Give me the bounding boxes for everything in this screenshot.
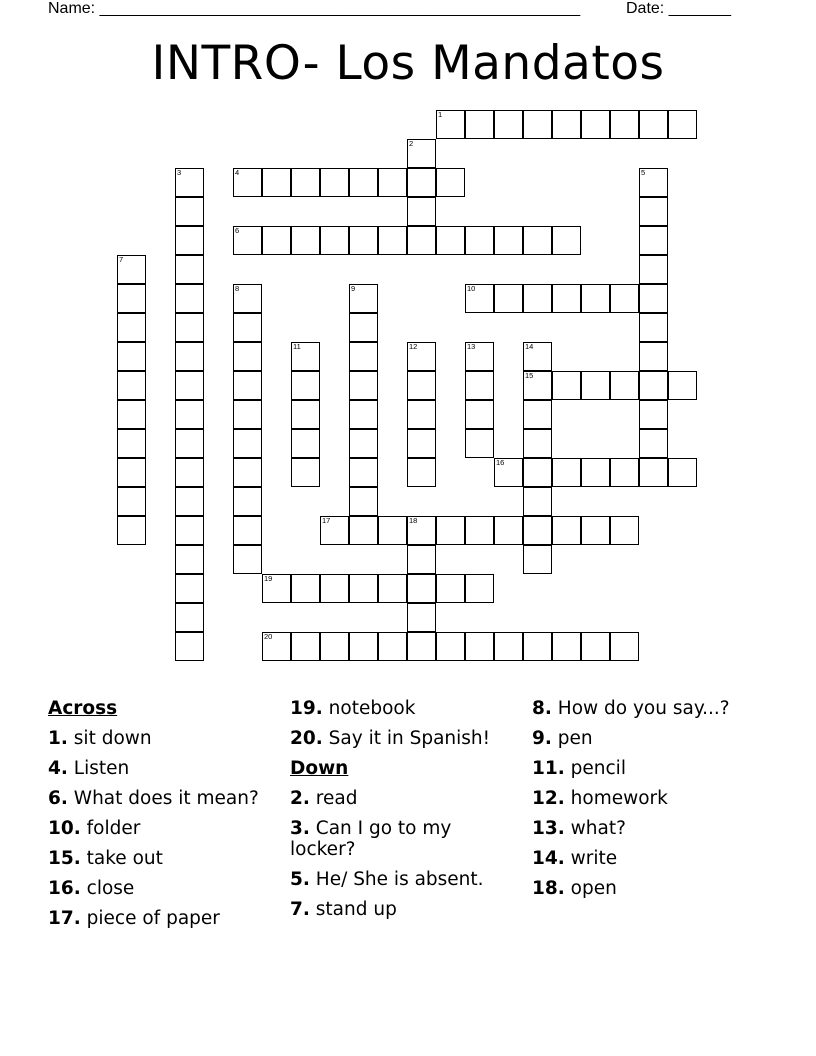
down-clue bbox=[290, 788, 512, 809]
clue-number: 8 bbox=[235, 284, 240, 293]
clue-label-number: 15. bbox=[48, 848, 81, 869]
grid-cell[interactable] bbox=[291, 429, 320, 458]
grid-cell[interactable] bbox=[117, 458, 146, 487]
grid-cell[interactable] bbox=[465, 429, 494, 458]
clue-text: How do you say...? bbox=[551, 698, 730, 719]
across-heading: Across bbox=[48, 698, 118, 719]
clue-number: 14 bbox=[525, 342, 534, 351]
clue-text: close bbox=[80, 878, 135, 899]
clue-text: What does it mean? bbox=[67, 788, 259, 809]
grid-cell[interactable] bbox=[407, 545, 436, 574]
clue-label-number: 2. bbox=[290, 788, 310, 809]
clue-number: 3 bbox=[177, 168, 182, 177]
grid-cell[interactable] bbox=[494, 458, 523, 487]
across-clue bbox=[48, 788, 270, 809]
grid-cell[interactable] bbox=[552, 110, 581, 139]
grid-cell[interactable] bbox=[175, 168, 204, 197]
grid-cell[interactable] bbox=[291, 226, 320, 255]
grid-cell[interactable] bbox=[349, 487, 378, 516]
clue-number: 9 bbox=[351, 284, 356, 293]
grid-cell[interactable] bbox=[117, 255, 146, 284]
clue-label-number: 1. bbox=[48, 728, 68, 749]
across-clue bbox=[48, 848, 270, 869]
grid-cell[interactable] bbox=[349, 458, 378, 487]
grid-cell[interactable] bbox=[175, 313, 204, 342]
grid-cell[interactable] bbox=[291, 458, 320, 487]
grid-cell[interactable] bbox=[233, 458, 262, 487]
name-field-label: Name: ______________________________________________________ bbox=[48, 0, 581, 17]
clue-text: open bbox=[564, 878, 617, 899]
grid-cell[interactable] bbox=[407, 429, 436, 458]
clue-number: 19 bbox=[264, 574, 273, 583]
grid-cell[interactable] bbox=[262, 226, 291, 255]
grid-cell[interactable] bbox=[523, 458, 552, 487]
down-heading: Down bbox=[290, 758, 349, 779]
grid-cell[interactable] bbox=[552, 458, 581, 487]
grid-cell[interactable] bbox=[552, 516, 581, 545]
grid-cell[interactable] bbox=[349, 574, 378, 603]
grid-cell[interactable] bbox=[233, 487, 262, 516]
down-clue bbox=[532, 848, 772, 869]
grid-cell[interactable] bbox=[465, 342, 494, 371]
grid-cell[interactable] bbox=[465, 284, 494, 313]
clue-label-number: 8. bbox=[532, 698, 552, 719]
across-clue bbox=[48, 908, 270, 929]
clue-text: read bbox=[309, 788, 358, 809]
grid-cell[interactable] bbox=[494, 110, 523, 139]
grid-cell[interactable] bbox=[407, 168, 436, 197]
grid-cell[interactable] bbox=[262, 574, 291, 603]
grid-cell[interactable] bbox=[233, 429, 262, 458]
grid-cell[interactable] bbox=[436, 168, 465, 197]
grid-cell[interactable] bbox=[175, 226, 204, 255]
grid-cell[interactable] bbox=[349, 516, 378, 545]
down-clue bbox=[532, 788, 772, 809]
clue-text: sit down bbox=[67, 728, 152, 749]
clue-label-number: 6. bbox=[48, 788, 68, 809]
clue-column-1 bbox=[48, 698, 270, 929]
grid-cell[interactable] bbox=[639, 458, 668, 487]
grid-cell[interactable] bbox=[407, 632, 436, 661]
grid-cell[interactable] bbox=[175, 400, 204, 429]
clue-text: piece of paper bbox=[80, 908, 220, 929]
grid-cell[interactable] bbox=[117, 342, 146, 371]
grid-cell[interactable] bbox=[378, 226, 407, 255]
down-clue bbox=[290, 818, 512, 860]
grid-cell[interactable] bbox=[581, 516, 610, 545]
clue-number: 4 bbox=[235, 168, 240, 177]
grid-cell[interactable] bbox=[639, 342, 668, 371]
grid-cell[interactable] bbox=[349, 313, 378, 342]
clue-label-number: 16. bbox=[48, 878, 81, 899]
grid-cell[interactable] bbox=[436, 110, 465, 139]
grid-cell[interactable] bbox=[523, 400, 552, 429]
grid-cell[interactable] bbox=[552, 284, 581, 313]
clue-text: Say it in Spanish! bbox=[322, 728, 491, 749]
grid-cell[interactable] bbox=[175, 255, 204, 284]
grid-cell[interactable] bbox=[407, 516, 436, 545]
grid-cell[interactable] bbox=[523, 429, 552, 458]
clue-column-3 bbox=[532, 698, 772, 899]
grid-cell[interactable] bbox=[639, 168, 668, 197]
across-clue bbox=[48, 758, 270, 779]
grid-cell[interactable] bbox=[175, 574, 204, 603]
clue-text: write bbox=[564, 848, 618, 869]
clue-number: 13 bbox=[467, 342, 476, 351]
grid-cell[interactable] bbox=[465, 371, 494, 400]
across-clue bbox=[290, 728, 512, 749]
down-clue bbox=[532, 698, 772, 719]
clue-text: Can I go to my locker? bbox=[290, 818, 452, 860]
across-clue bbox=[48, 878, 270, 899]
grid-cell[interactable] bbox=[639, 255, 668, 284]
grid-cell[interactable] bbox=[465, 226, 494, 255]
grid-cell[interactable] bbox=[581, 632, 610, 661]
grid-cell[interactable] bbox=[291, 632, 320, 661]
grid-cell[interactable] bbox=[262, 632, 291, 661]
grid-cell[interactable] bbox=[610, 371, 639, 400]
clue-label-number: 19. bbox=[290, 698, 323, 719]
grid-cell[interactable] bbox=[175, 197, 204, 226]
clue-text: stand up bbox=[309, 899, 397, 920]
grid-cell[interactable] bbox=[291, 574, 320, 603]
grid-cell[interactable] bbox=[494, 516, 523, 545]
grid-cell[interactable] bbox=[175, 284, 204, 313]
grid-cell[interactable] bbox=[668, 458, 697, 487]
grid-cell[interactable] bbox=[378, 632, 407, 661]
clue-number: 7 bbox=[119, 255, 124, 264]
down-clue bbox=[290, 869, 512, 890]
grid-cell[interactable] bbox=[349, 400, 378, 429]
clue-label-number: 13. bbox=[532, 818, 565, 839]
clue-label-number: 20. bbox=[290, 728, 323, 749]
clue-text: pencil bbox=[564, 758, 626, 779]
clue-text: homework bbox=[564, 788, 668, 809]
clue-label-number: 4. bbox=[48, 758, 68, 779]
clue-label-number: 17. bbox=[48, 908, 81, 929]
grid-cell[interactable] bbox=[349, 371, 378, 400]
grid-cell[interactable] bbox=[349, 632, 378, 661]
grid-cell[interactable] bbox=[639, 110, 668, 139]
grid-cell[interactable] bbox=[117, 313, 146, 342]
grid-cell[interactable] bbox=[523, 487, 552, 516]
down-clue bbox=[532, 728, 772, 749]
grid-cell[interactable] bbox=[320, 574, 349, 603]
grid-cell[interactable] bbox=[552, 226, 581, 255]
clue-label-number: 14. bbox=[532, 848, 565, 869]
grid-cell[interactable] bbox=[581, 371, 610, 400]
grid-cell[interactable] bbox=[523, 545, 552, 574]
grid-cell[interactable] bbox=[175, 342, 204, 371]
grid-cell[interactable] bbox=[639, 313, 668, 342]
clue-label-number: 12. bbox=[532, 788, 565, 809]
grid-cell[interactable] bbox=[523, 516, 552, 545]
grid-cell[interactable] bbox=[233, 516, 262, 545]
grid-cell[interactable] bbox=[117, 429, 146, 458]
grid-cell[interactable] bbox=[639, 429, 668, 458]
grid-cell[interactable] bbox=[552, 371, 581, 400]
grid-cell[interactable] bbox=[465, 516, 494, 545]
grid-cell[interactable] bbox=[639, 400, 668, 429]
grid-cell[interactable] bbox=[523, 371, 552, 400]
grid-cell[interactable] bbox=[262, 168, 291, 197]
grid-cell[interactable] bbox=[349, 226, 378, 255]
down-clue bbox=[290, 899, 512, 920]
clue-number: 15 bbox=[525, 371, 534, 380]
clue-text: folder bbox=[80, 818, 141, 839]
grid-cell[interactable] bbox=[465, 574, 494, 603]
grid-cell[interactable] bbox=[610, 284, 639, 313]
grid-cell[interactable] bbox=[407, 400, 436, 429]
clue-number: 5 bbox=[641, 168, 646, 177]
grid-cell[interactable] bbox=[320, 632, 349, 661]
clue-number: 11 bbox=[293, 342, 301, 351]
clue-label-number: 3. bbox=[290, 818, 310, 839]
grid-cell[interactable] bbox=[320, 226, 349, 255]
clue-text: pen bbox=[551, 728, 593, 749]
grid-cell[interactable] bbox=[233, 313, 262, 342]
grid-cell[interactable] bbox=[117, 400, 146, 429]
grid-cell[interactable] bbox=[581, 284, 610, 313]
clue-text: what? bbox=[564, 818, 626, 839]
grid-cell[interactable] bbox=[523, 110, 552, 139]
down-clue bbox=[532, 818, 772, 839]
grid-cell[interactable] bbox=[407, 226, 436, 255]
grid-cell[interactable] bbox=[378, 516, 407, 545]
clue-label-number: 10. bbox=[48, 818, 81, 839]
grid-cell[interactable] bbox=[117, 487, 146, 516]
grid-cell[interactable] bbox=[233, 545, 262, 574]
grid-cell[interactable] bbox=[465, 632, 494, 661]
page-title: INTRO- Los Mandatos bbox=[151, 36, 665, 91]
clue-number: 18 bbox=[409, 516, 418, 525]
grid-cell[interactable] bbox=[407, 371, 436, 400]
grid-cell[interactable] bbox=[494, 284, 523, 313]
grid-cell[interactable] bbox=[175, 458, 204, 487]
grid-cell[interactable] bbox=[349, 429, 378, 458]
grid-cell[interactable] bbox=[436, 226, 465, 255]
grid-cell[interactable] bbox=[407, 574, 436, 603]
grid-cell[interactable] bbox=[610, 110, 639, 139]
clue-label-number: 5. bbox=[290, 869, 310, 890]
across-clue bbox=[48, 728, 270, 749]
clue-number: 1 bbox=[438, 110, 443, 119]
grid-cell[interactable] bbox=[407, 342, 436, 371]
grid-cell[interactable] bbox=[175, 632, 204, 661]
grid-cell[interactable] bbox=[581, 110, 610, 139]
grid-cell[interactable] bbox=[436, 516, 465, 545]
clue-label-number: 11. bbox=[532, 758, 565, 779]
grid-cell[interactable] bbox=[175, 487, 204, 516]
down-clue bbox=[532, 758, 772, 779]
grid-cell[interactable] bbox=[523, 632, 552, 661]
clue-number: 6 bbox=[235, 226, 240, 235]
grid-cell[interactable] bbox=[407, 139, 436, 168]
grid-cell[interactable] bbox=[349, 284, 378, 313]
clue-number: 16 bbox=[496, 458, 505, 467]
clue-text: Listen bbox=[67, 758, 130, 779]
grid-cell[interactable] bbox=[436, 632, 465, 661]
grid-cell[interactable] bbox=[610, 516, 639, 545]
grid-cell[interactable] bbox=[291, 168, 320, 197]
clue-number: 10 bbox=[467, 284, 476, 293]
grid-cell[interactable] bbox=[378, 168, 407, 197]
grid-cell[interactable] bbox=[494, 226, 523, 255]
grid-cell[interactable] bbox=[523, 226, 552, 255]
across-clue bbox=[48, 818, 270, 839]
grid-cell[interactable] bbox=[407, 197, 436, 226]
clue-column-2 bbox=[290, 698, 512, 920]
clue-label-number: 7. bbox=[290, 899, 310, 920]
grid-cell[interactable] bbox=[320, 168, 349, 197]
clue-number: 2 bbox=[409, 139, 414, 148]
grid-cell[interactable] bbox=[436, 574, 465, 603]
grid-cell[interactable] bbox=[610, 632, 639, 661]
grid-cell[interactable] bbox=[233, 371, 262, 400]
grid-cell[interactable] bbox=[639, 284, 668, 313]
date-field-label: Date: _______ bbox=[626, 0, 731, 17]
grid-cell[interactable] bbox=[465, 400, 494, 429]
grid-cell[interactable] bbox=[349, 342, 378, 371]
grid-cell[interactable] bbox=[291, 371, 320, 400]
clue-label-number: 18. bbox=[532, 878, 565, 899]
grid-cell[interactable] bbox=[639, 197, 668, 226]
clue-number: 12 bbox=[409, 342, 418, 351]
grid-cell[interactable] bbox=[610, 458, 639, 487]
grid-cell[interactable] bbox=[465, 110, 494, 139]
grid-cell[interactable] bbox=[291, 400, 320, 429]
grid-cell[interactable] bbox=[320, 516, 349, 545]
grid-cell[interactable] bbox=[175, 429, 204, 458]
clue-text: He/ She is absent. bbox=[309, 869, 484, 890]
grid-cell[interactable] bbox=[233, 168, 262, 197]
clue-text: notebook bbox=[322, 698, 416, 719]
grid-cell[interactable] bbox=[175, 371, 204, 400]
grid-cell[interactable] bbox=[349, 168, 378, 197]
grid-cell[interactable] bbox=[407, 603, 436, 632]
grid-cell[interactable] bbox=[523, 284, 552, 313]
grid-cell[interactable] bbox=[668, 371, 697, 400]
grid-cell[interactable] bbox=[494, 632, 523, 661]
clue-number: 20 bbox=[264, 632, 273, 641]
grid-cell[interactable] bbox=[407, 458, 436, 487]
grid-cell[interactable] bbox=[233, 342, 262, 371]
across-clue bbox=[290, 698, 512, 719]
grid-cell[interactable] bbox=[117, 284, 146, 313]
grid-cell[interactable] bbox=[175, 516, 204, 545]
clue-number: 17 bbox=[322, 516, 331, 525]
grid-cell[interactable] bbox=[668, 110, 697, 139]
grid-cell[interactable] bbox=[233, 284, 262, 313]
clue-label-number: 9. bbox=[532, 728, 552, 749]
grid-cell[interactable] bbox=[523, 342, 552, 371]
grid-cell[interactable] bbox=[175, 545, 204, 574]
grid-cell[interactable] bbox=[581, 458, 610, 487]
grid-cell[interactable] bbox=[378, 574, 407, 603]
grid-cell[interactable] bbox=[233, 400, 262, 429]
down-clue bbox=[532, 878, 772, 899]
grid-cell[interactable] bbox=[291, 342, 320, 371]
grid-cell[interactable] bbox=[552, 632, 581, 661]
grid-cell[interactable] bbox=[117, 371, 146, 400]
grid-cell[interactable] bbox=[639, 226, 668, 255]
clue-text: take out bbox=[80, 848, 163, 869]
grid-cell[interactable] bbox=[639, 371, 668, 400]
grid-cell[interactable] bbox=[175, 603, 204, 632]
grid-cell[interactable] bbox=[117, 516, 146, 545]
grid-cell[interactable] bbox=[233, 226, 262, 255]
